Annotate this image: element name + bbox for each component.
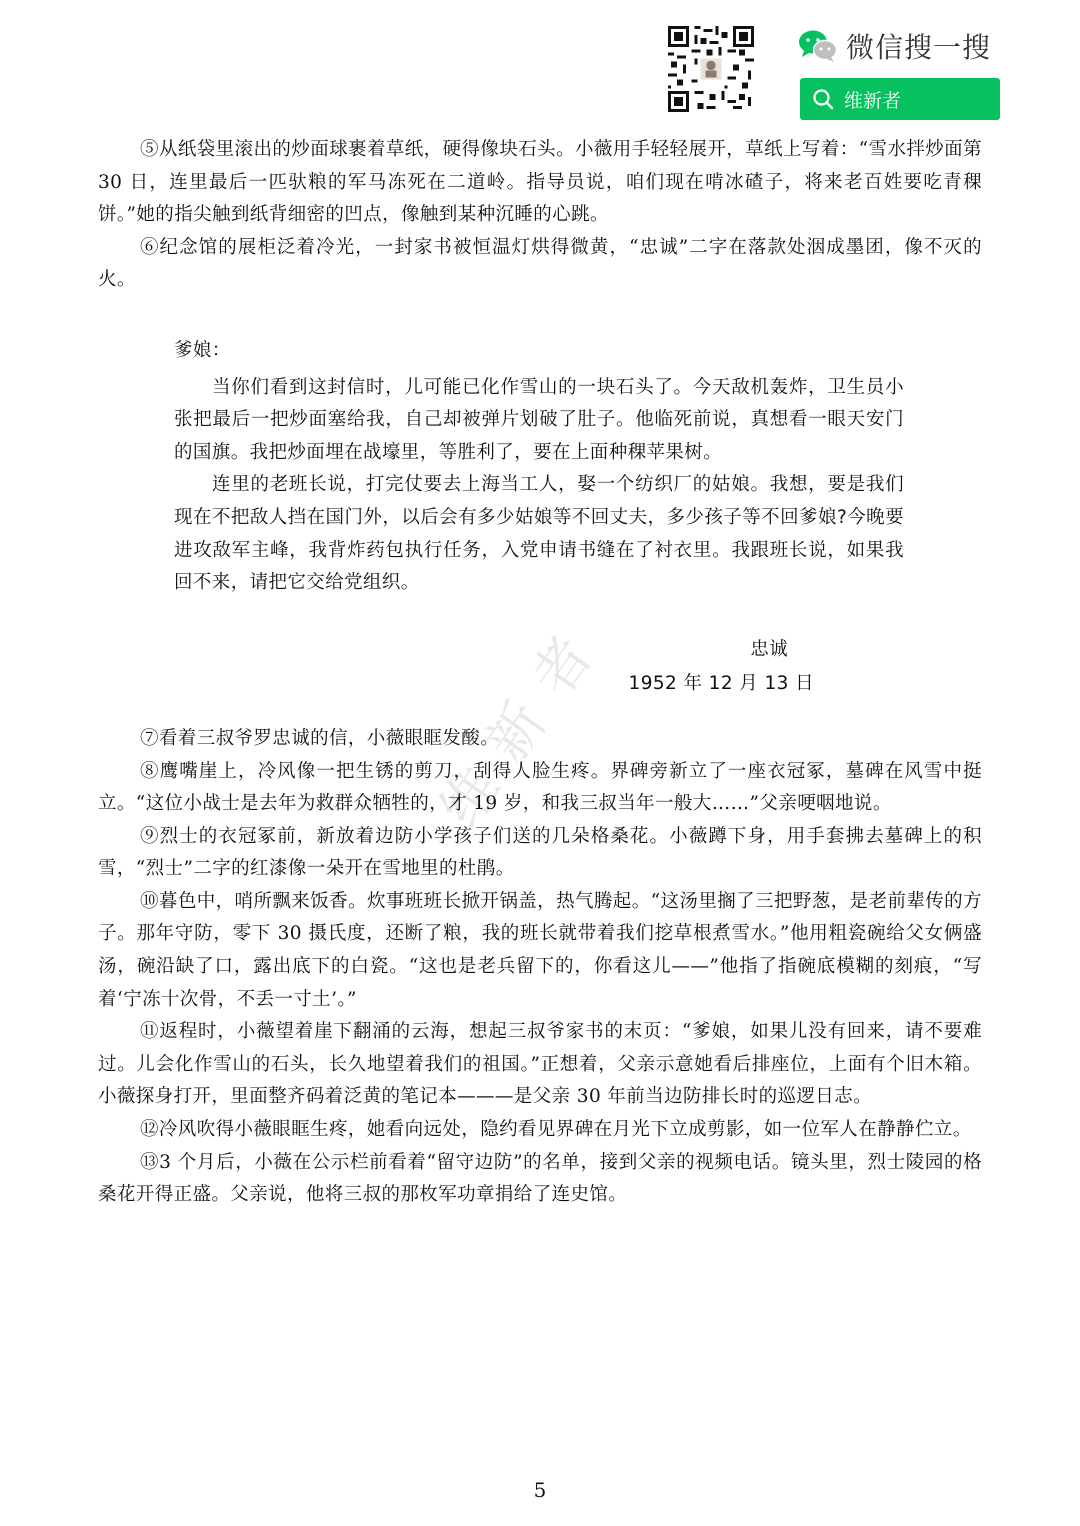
article-body — [98, 134, 982, 1212]
search-icon — [812, 88, 834, 110]
paragraph-7: ⑦看着三叔爷罗忠诚的信，小薇眼眶发酸。 — [140, 727, 500, 749]
brand-text: 微信搜一搜 — [846, 31, 992, 64]
letter-signature: 忠诚 — [750, 638, 788, 660]
paragraph-13: ⑬3 个月后，小薇在公示栏前看着“留守边防”的名单，接到父亲的视频电话。镜头里，烈士陵园的格桑花开得正盛。父亲说，他将三叔的那枚军功章捐给了连史馆。 — [98, 1151, 982, 1206]
wechat-logo-icon — [798, 29, 838, 63]
paragraph-12: ⑫冷风吹得小薇眼眶生疼，她看向远处，隐约看见界碑在月光下立成剪影，如一位军人在静静伫立。 — [140, 1119, 972, 1141]
paragraph-5: ⑤从纸袋里滚出的炒面球裹着草纸，硬得像块石头。小薇用手轻轻展开，草纸上写着：“雪水拌炒面第 30 日，连里最后一匹驮粮的军马冻死在二道岭。指导员说，咱们现在啃冰碴子，将来老百姓要吃青稞饼。”她的指尖触到纸背细密的凹点，像触到某种沉睡的心跳。 — [98, 139, 982, 226]
letter-signature-block — [174, 634, 904, 701]
wechat-search-logo — [798, 26, 991, 66]
letter-paragraph: 当你们看到这封信时，儿可能已化作雪山的一块石头了。今天敌机轰炸，卫生员小张把最后一把炒面塞给我，自己却被弹片划破了肚子。他临死前说，真想看一眼天安门的国旗。我把炒面埋在战壕里，等胜利了，要在上面种稞苹果树。 — [174, 376, 904, 463]
letter-paragraph: 连里的老班长说，打完仗要去上海当工人，娶一个纺织厂的姑娘。我想，要是我们现在不把敌人挡在国门外，以后会有多少姑娘等不回丈夫，多少孩子等不回爹娘?今晚要进攻敌军主峰，我背炸药包执行任务，入党申请书缝在了衬衣里。我跟班长说，如果我回不来，请把它交给党组织。 — [174, 474, 904, 594]
watermark: 维新者 — [428, 605, 620, 840]
paragraph-10: ⑩暮色中，哨所飘来饭香。炊事班班长掀开锅盖，热气腾起。“这汤里搁了三把野葱，是老前辈传的方子。那年守防，零下 30 摄氏度，还断了粮，我的班长就带着我们挖草根煮雪水。”他用粗瓷碗给父女俩盛汤，碗沿缺了口，露出底下的白瓷。“这也是老兵留下的，你看这儿——”他指了指碗底模糊的刻痕，“写着‘宁冻十次骨，不丢一寸土’。” — [98, 890, 982, 1010]
qr-code[interactable] — [668, 26, 754, 112]
search-button[interactable] — [800, 78, 1000, 120]
qr-code-icon — [668, 26, 754, 112]
letter-greeting: 爹娘： — [174, 339, 231, 361]
paragraph-9: ⑨烈士的衣冠冢前，新放着边防小学孩子们送的几朵格桑花。小薇蹲下身，用手套拂去墓碑上的积雪，“烈士”二字的红漆像一朵开在雪地里的杜鹃。 — [98, 825, 982, 880]
paragraph-11: ⑪返程时，小薇望着崖下翻涌的云海，想起三叔爷家书的末页：“爹娘，如果儿没有回来，请不要难过。儿会化作雪山的石头，长久地望着我们的祖国。”正想着，父亲示意她看后排座位，上面有个旧木箱。小薇探身打开，里面整齐码着泛黄的笔记本———是父亲 30 年前当边防排长时的巡逻日志。 — [98, 1021, 982, 1108]
letter-date: 1952 年 12 月 13 日 — [628, 673, 814, 695]
paragraph-6: ⑥纪念馆的展柜泛着冷光，一封家书被恒温灯烘得微黄，“忠诚”二字在落款处洇成墨团，像不灭的火。 — [98, 236, 982, 291]
article-continuation — [98, 723, 982, 1212]
search-term: 维新者 — [844, 89, 902, 112]
page-number: 5 — [533, 1478, 547, 1502]
family-letter — [174, 335, 904, 701]
paragraph-8: ⑧鹰嘴崖上，冷风像一把生锈的剪刀，刮得人脸生疼。界碑旁新立了一座衣冠冢，墓碑在风雪中挺立。“这位小战士是去年为救群众牺牲的，才 19 岁，和我三叔当年一般大……”父亲哽咽地说。 — [98, 760, 982, 815]
